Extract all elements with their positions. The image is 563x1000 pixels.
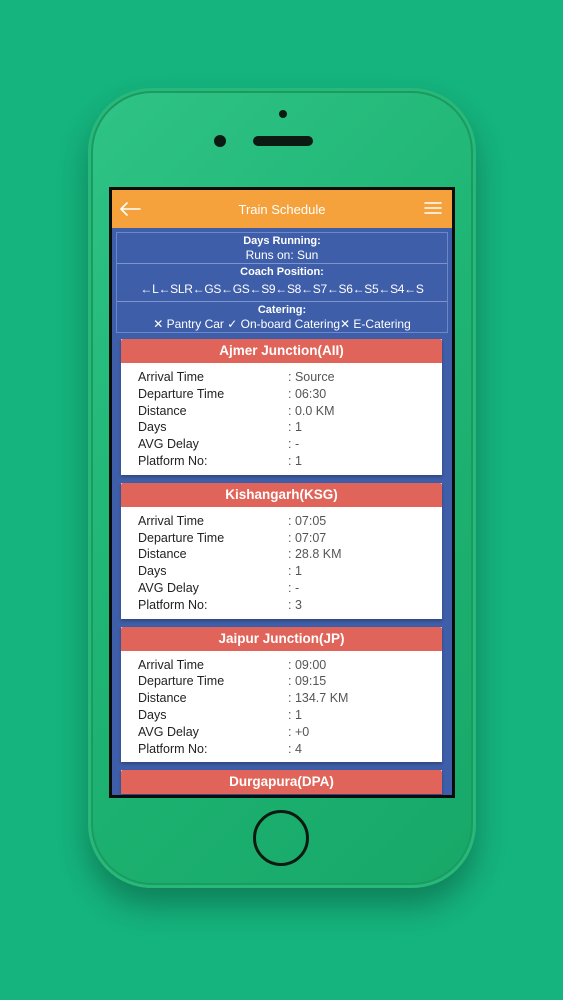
avg-delay-value: : - bbox=[288, 437, 300, 452]
station-details bbox=[121, 507, 442, 619]
departure-row bbox=[138, 386, 442, 403]
coach-position-row bbox=[117, 264, 447, 302]
arrival-label: Arrival Time bbox=[138, 657, 204, 672]
distance-row bbox=[138, 690, 442, 707]
days-value: : 1 bbox=[288, 564, 302, 579]
platform-row bbox=[138, 453, 442, 470]
departure-value: : 07:07 bbox=[288, 530, 327, 545]
days-running-label: Days Running: bbox=[243, 235, 321, 247]
station-list bbox=[112, 333, 452, 794]
platform-value: : 3 bbox=[288, 597, 302, 612]
avg-delay-value: : +0 bbox=[288, 724, 310, 739]
station-name: Durgapura(DPA) bbox=[121, 770, 442, 794]
distance-value: : 28.8 KM bbox=[288, 547, 342, 562]
distance-label: Distance bbox=[138, 547, 187, 562]
station-name: Ajmer Junction(AII) bbox=[121, 339, 442, 363]
distance-label: Distance bbox=[138, 691, 187, 706]
platform-value: : 1 bbox=[288, 453, 302, 468]
days-row bbox=[138, 419, 442, 436]
arrival-row bbox=[138, 513, 442, 530]
home-button[interactable] bbox=[253, 810, 309, 866]
departure-label: Departure Time bbox=[138, 674, 225, 689]
distance-value: : 0.0 KM bbox=[288, 403, 335, 418]
platform-label: Platform No: bbox=[138, 741, 208, 756]
avg-delay-label: AVG Delay bbox=[138, 724, 199, 739]
departure-label: Departure Time bbox=[138, 386, 225, 401]
station-details bbox=[121, 651, 442, 763]
station-card[interactable] bbox=[121, 627, 442, 763]
arrival-label: Arrival Time bbox=[138, 513, 204, 528]
days-value: : 1 bbox=[288, 707, 302, 722]
app-header bbox=[112, 190, 452, 228]
station-card[interactable] bbox=[121, 483, 442, 619]
back-arrow-icon[interactable] bbox=[118, 200, 142, 218]
departure-row bbox=[138, 673, 442, 690]
avg-delay-label: AVG Delay bbox=[138, 580, 199, 595]
station-name: Kishangarh(KSG) bbox=[121, 483, 442, 507]
departure-label: Departure Time bbox=[138, 530, 225, 545]
front-camera bbox=[214, 135, 226, 147]
avg-delay-label: AVG Delay bbox=[138, 437, 199, 452]
days-label: Days bbox=[138, 420, 167, 435]
arrival-value: : Source bbox=[288, 370, 335, 384]
train-info-panel bbox=[116, 232, 448, 333]
distance-row bbox=[138, 403, 442, 420]
coach-position-label: Coach Position: bbox=[240, 266, 324, 278]
avg-delay-row bbox=[138, 580, 442, 597]
departure-value: : 06:30 bbox=[288, 386, 327, 401]
distance-label: Distance bbox=[138, 403, 187, 418]
platform-row bbox=[138, 597, 442, 614]
proximity-sensor bbox=[279, 110, 287, 118]
phone-screen bbox=[109, 187, 455, 798]
station-card[interactable] bbox=[121, 770, 442, 794]
departure-row bbox=[138, 530, 442, 547]
app-screen bbox=[112, 190, 452, 795]
platform-label: Platform No: bbox=[138, 453, 208, 468]
days-row bbox=[138, 707, 442, 724]
platform-value: : 4 bbox=[288, 741, 302, 756]
days-label: Days bbox=[138, 564, 167, 579]
days-label: Days bbox=[138, 707, 167, 722]
coach-position-value: ←L←SLR←GS←GS←S9←S8←S7←S6←S5←S4←S bbox=[140, 282, 424, 296]
arrival-value: : 09:00 bbox=[288, 657, 327, 672]
page-title: Train Schedule bbox=[238, 201, 326, 217]
arrival-value: : 07:05 bbox=[288, 513, 327, 528]
days-value: : 1 bbox=[288, 420, 302, 435]
avg-delay-row bbox=[138, 436, 442, 453]
distance-value: : 134.7 KM bbox=[288, 691, 349, 706]
catering-label: Catering: bbox=[257, 304, 307, 316]
avg-delay-row bbox=[138, 724, 442, 741]
earpiece-speaker bbox=[253, 136, 313, 146]
days-running-value: Runs on: Sun bbox=[245, 248, 319, 262]
phone-frame bbox=[88, 88, 476, 888]
station-details bbox=[121, 363, 442, 475]
departure-value: : 09:15 bbox=[288, 674, 327, 689]
days-row bbox=[138, 563, 442, 580]
arrival-row bbox=[138, 657, 442, 674]
hamburger-menu-icon[interactable] bbox=[424, 201, 442, 215]
days-running-row bbox=[117, 233, 447, 264]
catering-value: ✕ Pantry Car ✓ On-board Catering✕ E-Catering bbox=[153, 317, 411, 331]
arrival-row bbox=[138, 369, 442, 386]
catering-row bbox=[117, 302, 447, 332]
distance-row bbox=[138, 546, 442, 563]
avg-delay-value: : - bbox=[288, 580, 300, 595]
station-card[interactable] bbox=[121, 339, 442, 475]
platform-row bbox=[138, 741, 442, 758]
platform-label: Platform No: bbox=[138, 597, 208, 612]
station-name: Jaipur Junction(JP) bbox=[121, 627, 442, 651]
arrival-label: Arrival Time bbox=[138, 370, 204, 384]
